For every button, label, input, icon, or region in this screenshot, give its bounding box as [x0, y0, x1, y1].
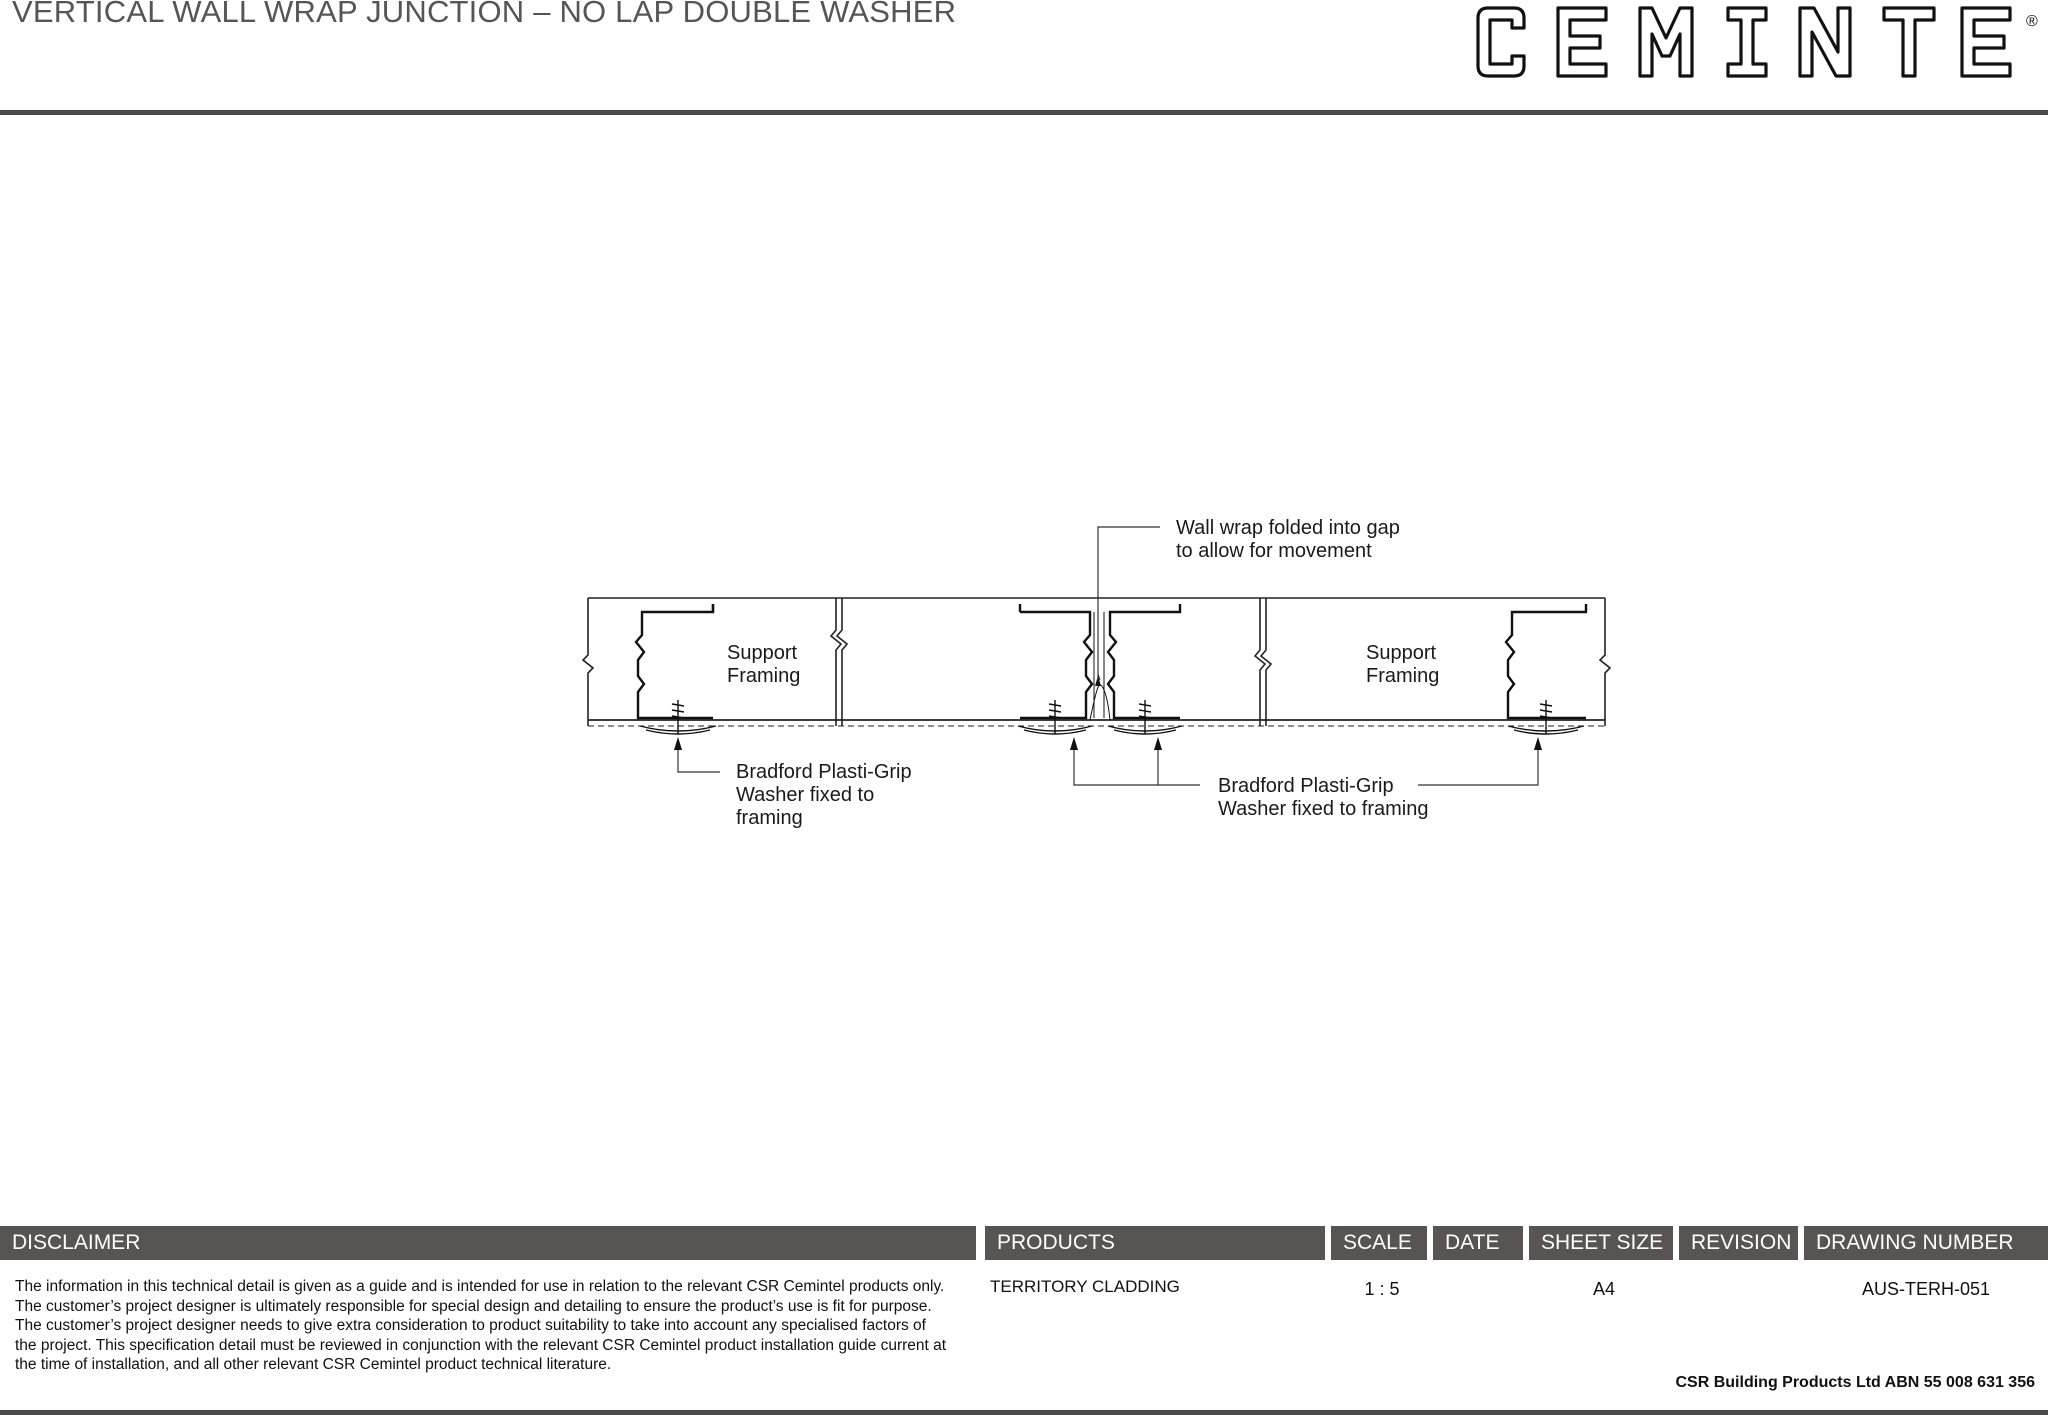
disclaimer-text: The information in this technical detail is given as a guide and is intended for use in relation to the relevant CSR Cemintel products only. The customer’s project designer is ultimately responsible for special design and detailing to ensure the product’s use is fit for purpose. The customer’s project designer needs to give extra consideration to product suitability to take into account any specialised factors of the project. This specification detail must be reviewed in conjunction with the relevant CSR Cemintel product installation guide current at the time of installation, and all other relevant CSR Cemintel product technical literature.: [15, 1278, 947, 1373]
sheet-size-header: SHEET SIZE: [1529, 1226, 1673, 1260]
support-right-line-2: Framing: [1366, 665, 1440, 687]
washer-right-label: [1218, 775, 1428, 821]
support-framing-right-label: [1366, 642, 1439, 688]
washer-left-line-1: Bradford Plasti-Grip: [736, 761, 912, 783]
revision-header: REVISION: [1679, 1226, 1798, 1260]
registered-mark: ®: [2026, 13, 2038, 30]
footer-rule: [0, 1410, 2048, 1415]
products-value: TERRITORY CLADDING: [990, 1277, 1180, 1296]
washer-left-line-3: framing: [736, 807, 803, 829]
wall-wrap-label-line-1: Wall wrap folded into gap: [1176, 517, 1400, 539]
scale-value: 1 : 5: [1364, 1279, 1400, 1299]
support-right-line-1: Support: [1366, 642, 1437, 664]
washer-left-label: [736, 761, 912, 830]
wall-wrap-label-line-2: to allow for movement: [1176, 540, 1372, 562]
company-abn: CSR Building Products Ltd ABN 55 008 631 356: [1675, 1374, 2035, 1391]
washer-right-line-1: Bradford Plasti-Grip: [1218, 775, 1394, 797]
drawing-title: VERTICAL WALL WRAP JUNCTION – NO LAP DOUBLE WASHER: [12, 0, 957, 29]
drawing-number-value: AUS-TERH-051: [1861, 1279, 1991, 1299]
sheet-size-value: A4: [1592, 1279, 1616, 1299]
washer-left-line-2: Washer fixed to: [736, 784, 875, 806]
products-header: PRODUCTS: [985, 1226, 1325, 1260]
support-framing-left-label: [727, 642, 800, 688]
date-header: DATE: [1433, 1226, 1523, 1260]
support-left-line-1: Support: [727, 642, 798, 664]
washer-right-line-2: Washer fixed to framing: [1218, 798, 1429, 820]
scale-header: SCALE: [1331, 1226, 1427, 1260]
drawing-number-header: DRAWING NUMBER: [1804, 1226, 2048, 1260]
support-left-line-2: Framing: [727, 665, 801, 687]
wall-wrap-label: [1176, 517, 1400, 563]
disclaimer-header: DISCLAIMER: [0, 1226, 976, 1260]
